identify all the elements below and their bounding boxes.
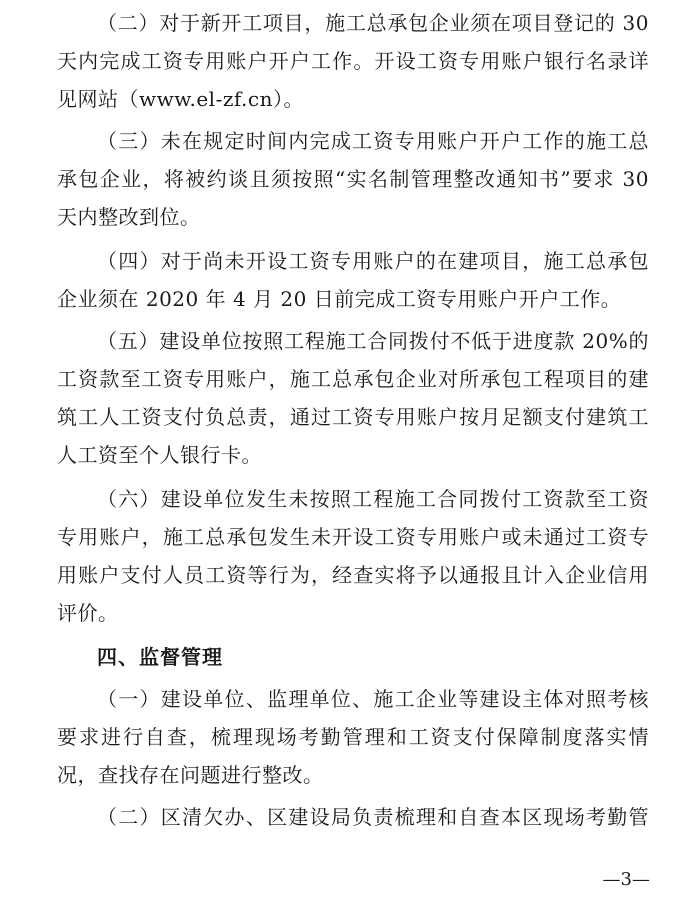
- text-line: 筑工人工资支付负总责，通过工资专用账户按月足额支付建筑工: [57, 405, 649, 429]
- text-line: 况，查找存在问题进行整改。: [57, 763, 324, 787]
- text-line: 要求进行自查，梳理现场考勤管理和工资支付保障制度落实情: [57, 725, 649, 749]
- text-line: 工资款至工资专用账户，施工总承包企业对所承包工程项目的建: [57, 367, 649, 391]
- section-heading: 四、监督管理: [97, 645, 223, 669]
- text-line: 企业须在 2020 年 4 月 20 日前完成工资专用账户开户工作。: [57, 287, 622, 311]
- text-line: （四）对于尚未开设工资专用账户的在建项目，施工总承包: [97, 249, 649, 273]
- text-line: 专用账户，施工总承包发生未开设工资专用账户或未通过工资专: [57, 525, 649, 549]
- text-line: （二）区清欠办、区建设局负责梳理和自查本区现场考勤管: [97, 805, 649, 829]
- text-line: 见网站（www.el-zf.cn）。: [57, 87, 304, 111]
- text-line: 人工资至个人银行卡。: [57, 443, 262, 467]
- text-line: （一）建设单位、监理单位、施工企业等建设主体对照考核: [97, 687, 649, 711]
- text-line: （三）未在规定时间内完成工资专用账户开户工作的施工总: [97, 129, 649, 153]
- text-line: （二）对于新开工项目，施工总承包企业须在项目登记的 30: [97, 11, 649, 35]
- text-line: （五）建设单位按照工程施工合同拨付不低于进度款 20%的: [97, 329, 649, 353]
- text-line: 用账户支付人员工资等行为，经查实将予以通报且计入企业信用: [57, 563, 649, 587]
- text-line: 承包企业，将被约谈且须按照“实名制管理整改通知书”要求 30: [57, 167, 649, 191]
- text-line: 天内完成工资专用账户开户工作。开设工资专用账户银行名录详: [57, 49, 649, 73]
- text-line: 天内整改到位。: [57, 205, 201, 229]
- page-number: —3—: [602, 869, 650, 890]
- text-line: 评价。: [57, 601, 119, 625]
- text-line: （六）建设单位发生未按照工程施工合同拨付工资款至工资: [97, 487, 649, 511]
